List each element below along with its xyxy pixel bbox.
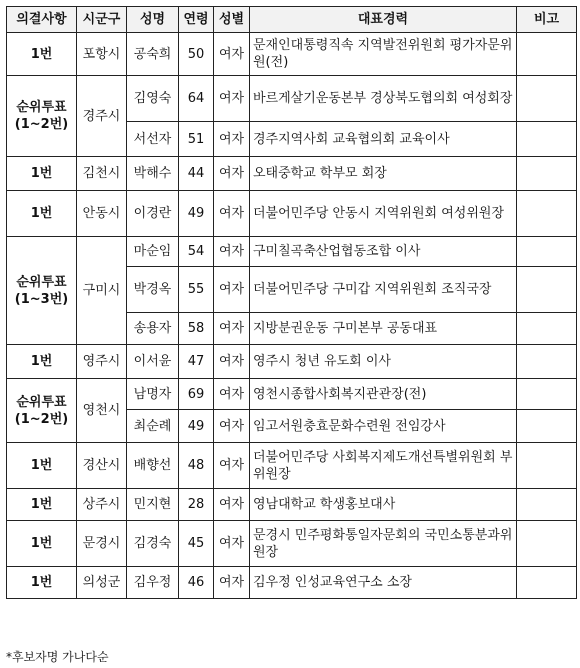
note-cell bbox=[517, 33, 577, 76]
career-cell: 영천시종합사회복지관관장(전) bbox=[250, 379, 517, 410]
header-decision: 의결사항 bbox=[7, 7, 77, 33]
career-cell: 문재인대통령직속 지역발전위원회 평가자문위원(전) bbox=[250, 33, 517, 76]
note-cell bbox=[517, 379, 577, 410]
name-cell: 이경란 bbox=[127, 191, 179, 237]
region-cell: 문경시 bbox=[77, 521, 127, 567]
decision-cell: 순위투표 (1~2번) bbox=[7, 379, 77, 443]
age-cell: 55 bbox=[179, 267, 214, 313]
career-cell: 경주지역사회 교육협의회 교육이사 bbox=[250, 122, 517, 157]
region-cell: 김천시 bbox=[77, 157, 127, 191]
table-row bbox=[7, 379, 577, 410]
note-cell bbox=[517, 76, 577, 122]
note-cell bbox=[517, 489, 577, 521]
age-cell: 58 bbox=[179, 313, 214, 345]
name-cell: 최순례 bbox=[127, 410, 179, 443]
header-age: 연령 bbox=[179, 7, 214, 33]
region-cell: 경산시 bbox=[77, 443, 127, 489]
note-cell bbox=[517, 567, 577, 599]
career-cell: 문경시 민주평화통일자문회의 국민소통분과위원장 bbox=[250, 521, 517, 567]
age-cell: 28 bbox=[179, 489, 214, 521]
region-cell: 영천시 bbox=[77, 379, 127, 443]
gender-cell: 여자 bbox=[214, 410, 250, 443]
gender-cell: 여자 bbox=[214, 191, 250, 237]
age-cell: 50 bbox=[179, 33, 214, 76]
name-cell: 마순임 bbox=[127, 237, 179, 267]
table-row bbox=[7, 567, 577, 599]
age-cell: 49 bbox=[179, 191, 214, 237]
career-cell: 구미칠곡축산업협동조합 이사 bbox=[250, 237, 517, 267]
gender-cell: 여자 bbox=[214, 76, 250, 122]
gender-cell: 여자 bbox=[214, 122, 250, 157]
note-cell bbox=[517, 443, 577, 489]
note-cell bbox=[517, 267, 577, 313]
age-cell: 48 bbox=[179, 443, 214, 489]
career-cell: 임고서원충효문화수련원 전임강사 bbox=[250, 410, 517, 443]
footnote: *후보자명 가나다순 bbox=[6, 650, 109, 664]
candidate-table bbox=[6, 6, 577, 599]
career-cell: 김우정 인성교육연구소 소장 bbox=[250, 567, 517, 599]
name-cell: 김경숙 bbox=[127, 521, 179, 567]
table-row bbox=[7, 237, 577, 267]
decision-cell: 1번 bbox=[7, 521, 77, 567]
career-cell: 지방분권운동 구미본부 공동대표 bbox=[250, 313, 517, 345]
decision-cell: 1번 bbox=[7, 33, 77, 76]
decision-cell: 1번 bbox=[7, 443, 77, 489]
age-cell: 47 bbox=[179, 345, 214, 379]
region-cell: 경주시 bbox=[77, 76, 127, 157]
header-region: 시군구 bbox=[77, 7, 127, 33]
region-cell: 상주시 bbox=[77, 489, 127, 521]
table-row bbox=[7, 345, 577, 379]
gender-cell: 여자 bbox=[214, 345, 250, 379]
age-cell: 44 bbox=[179, 157, 214, 191]
career-cell: 바르게살기운동본부 경상북도협의회 여성회장 bbox=[250, 76, 517, 122]
decision-cell: 순위투표 (1~3번) bbox=[7, 237, 77, 345]
decision-cell: 1번 bbox=[7, 191, 77, 237]
decision-cell: 1번 bbox=[7, 489, 77, 521]
note-cell bbox=[517, 410, 577, 443]
age-cell: 49 bbox=[179, 410, 214, 443]
header-name: 성명 bbox=[127, 7, 179, 33]
header-note: 비고 bbox=[517, 7, 577, 33]
header-row bbox=[7, 7, 577, 33]
career-cell: 영남대학교 학생홍보대사 bbox=[250, 489, 517, 521]
decision-cell: 1번 bbox=[7, 567, 77, 599]
decision-cell: 1번 bbox=[7, 345, 77, 379]
age-cell: 45 bbox=[179, 521, 214, 567]
name-cell: 남명자 bbox=[127, 379, 179, 410]
table-row bbox=[7, 33, 577, 76]
region-cell: 안동시 bbox=[77, 191, 127, 237]
table-row bbox=[7, 76, 577, 122]
career-cell: 더불어민주당 사회복지제도개선특별위원회 부위원장 bbox=[250, 443, 517, 489]
gender-cell: 여자 bbox=[214, 313, 250, 345]
table-row bbox=[7, 191, 577, 237]
table-row bbox=[7, 157, 577, 191]
name-cell: 김우정 bbox=[127, 567, 179, 599]
gender-cell: 여자 bbox=[214, 567, 250, 599]
header-career: 대표경력 bbox=[250, 7, 517, 33]
name-cell: 서선자 bbox=[127, 122, 179, 157]
age-cell: 51 bbox=[179, 122, 214, 157]
header-gender: 성별 bbox=[214, 7, 250, 33]
name-cell: 민지현 bbox=[127, 489, 179, 521]
gender-cell: 여자 bbox=[214, 489, 250, 521]
gender-cell: 여자 bbox=[214, 443, 250, 489]
decision-cell: 1번 bbox=[7, 157, 77, 191]
name-cell: 송용자 bbox=[127, 313, 179, 345]
decision-cell: 순위투표 (1~2번) bbox=[7, 76, 77, 157]
gender-cell: 여자 bbox=[214, 237, 250, 267]
name-cell: 이서윤 bbox=[127, 345, 179, 379]
note-cell bbox=[517, 345, 577, 379]
age-cell: 46 bbox=[179, 567, 214, 599]
career-cell: 더불어민주당 구미갑 지역위원회 조직국장 bbox=[250, 267, 517, 313]
name-cell: 박해수 bbox=[127, 157, 179, 191]
name-cell: 김영숙 bbox=[127, 76, 179, 122]
note-cell bbox=[517, 191, 577, 237]
name-cell: 공숙희 bbox=[127, 33, 179, 76]
region-cell: 의성군 bbox=[77, 567, 127, 599]
note-cell bbox=[517, 313, 577, 345]
note-cell bbox=[517, 237, 577, 267]
gender-cell: 여자 bbox=[214, 33, 250, 76]
gender-cell: 여자 bbox=[214, 521, 250, 567]
table-row bbox=[7, 489, 577, 521]
gender-cell: 여자 bbox=[214, 157, 250, 191]
note-cell bbox=[517, 521, 577, 567]
region-cell: 구미시 bbox=[77, 237, 127, 345]
age-cell: 69 bbox=[179, 379, 214, 410]
name-cell: 박경옥 bbox=[127, 267, 179, 313]
gender-cell: 여자 bbox=[214, 267, 250, 313]
table-row bbox=[7, 443, 577, 489]
career-cell: 영주시 청년 유도회 이사 bbox=[250, 345, 517, 379]
age-cell: 54 bbox=[179, 237, 214, 267]
career-cell: 더불어민주당 안동시 지역위원회 여성위원장 bbox=[250, 191, 517, 237]
region-cell: 포항시 bbox=[77, 33, 127, 76]
region-cell: 영주시 bbox=[77, 345, 127, 379]
career-cell: 오태중학교 학부모 회장 bbox=[250, 157, 517, 191]
name-cell: 배향선 bbox=[127, 443, 179, 489]
table-row bbox=[7, 521, 577, 567]
age-cell: 64 bbox=[179, 76, 214, 122]
note-cell bbox=[517, 157, 577, 191]
gender-cell: 여자 bbox=[214, 379, 250, 410]
note-cell bbox=[517, 122, 577, 157]
